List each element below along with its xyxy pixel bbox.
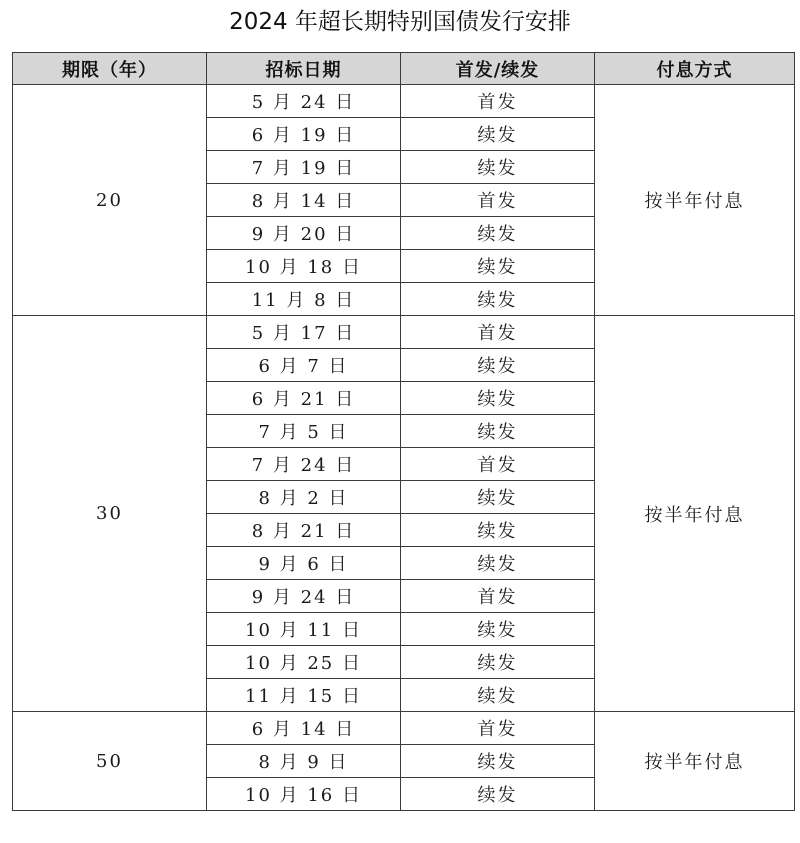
issue-type-cell: 续发 [401, 745, 595, 778]
issue-type-cell: 续发 [401, 613, 595, 646]
payment-method-cell: 按半年付息 [595, 316, 795, 712]
issue-type-cell: 续发 [401, 415, 595, 448]
header-issue-type: 首发/续发 [401, 53, 595, 85]
auction-date-cell: 10 月 11 日 [207, 613, 401, 646]
header-row [13, 53, 795, 85]
auction-date-cell: 9 月 20 日 [207, 217, 401, 250]
issuance-schedule-table [12, 52, 795, 811]
issue-type-cell: 续发 [401, 118, 595, 151]
issue-type-cell: 首发 [401, 580, 595, 613]
issue-type-cell: 首发 [401, 712, 595, 745]
auction-date-cell: 7 月 5 日 [207, 415, 401, 448]
header-term: 期限（年） [13, 53, 207, 85]
issue-type-cell: 续发 [401, 151, 595, 184]
header-auction-date: 招标日期 [207, 53, 401, 85]
table-body [13, 85, 795, 811]
auction-date-cell: 9 月 6 日 [207, 547, 401, 580]
payment-method-cell: 按半年付息 [595, 712, 795, 811]
issue-type-cell: 续发 [401, 778, 595, 811]
issue-type-cell: 续发 [401, 679, 595, 712]
term-cell: 20 [13, 85, 207, 316]
page-title: 2024 年超长期特别国债发行安排 [229, 9, 571, 35]
auction-date-cell: 8 月 14 日 [207, 184, 401, 217]
issue-type-cell: 续发 [401, 547, 595, 580]
auction-date-cell: 10 月 25 日 [207, 646, 401, 679]
issue-type-cell: 续发 [401, 646, 595, 679]
issue-type-cell: 首发 [401, 316, 595, 349]
auction-date-cell: 8 月 9 日 [207, 745, 401, 778]
issue-type-cell: 首发 [401, 184, 595, 217]
auction-date-cell: 8 月 21 日 [207, 514, 401, 547]
term-cell: 30 [13, 316, 207, 712]
issue-type-cell: 续发 [401, 481, 595, 514]
auction-date-cell: 11 月 15 日 [207, 679, 401, 712]
issue-type-cell: 续发 [401, 250, 595, 283]
auction-date-cell: 9 月 24 日 [207, 580, 401, 613]
payment-method-cell: 按半年付息 [595, 85, 795, 316]
header-payment-method: 付息方式 [595, 53, 795, 85]
issue-type-cell: 首发 [401, 85, 595, 118]
auction-date-cell: 10 月 16 日 [207, 778, 401, 811]
term-cell: 50 [13, 712, 207, 811]
issue-type-cell: 续发 [401, 514, 595, 547]
auction-date-cell: 7 月 19 日 [207, 151, 401, 184]
issue-type-cell: 续发 [401, 283, 595, 316]
auction-date-cell: 10 月 18 日 [207, 250, 401, 283]
issue-type-cell: 续发 [401, 382, 595, 415]
auction-date-cell: 5 月 24 日 [207, 85, 401, 118]
auction-date-cell: 6 月 14 日 [207, 712, 401, 745]
table-row [13, 316, 795, 349]
issue-type-cell: 续发 [401, 349, 595, 382]
auction-date-cell: 6 月 21 日 [207, 382, 401, 415]
issue-type-cell: 续发 [401, 217, 595, 250]
auction-date-cell: 6 月 7 日 [207, 349, 401, 382]
issue-type-cell: 首发 [401, 448, 595, 481]
auction-date-cell: 7 月 24 日 [207, 448, 401, 481]
table-row [13, 85, 795, 118]
auction-date-cell: 11 月 8 日 [207, 283, 401, 316]
auction-date-cell: 8 月 2 日 [207, 481, 401, 514]
auction-date-cell: 6 月 19 日 [207, 118, 401, 151]
table-row [13, 712, 795, 745]
auction-date-cell: 5 月 17 日 [207, 316, 401, 349]
